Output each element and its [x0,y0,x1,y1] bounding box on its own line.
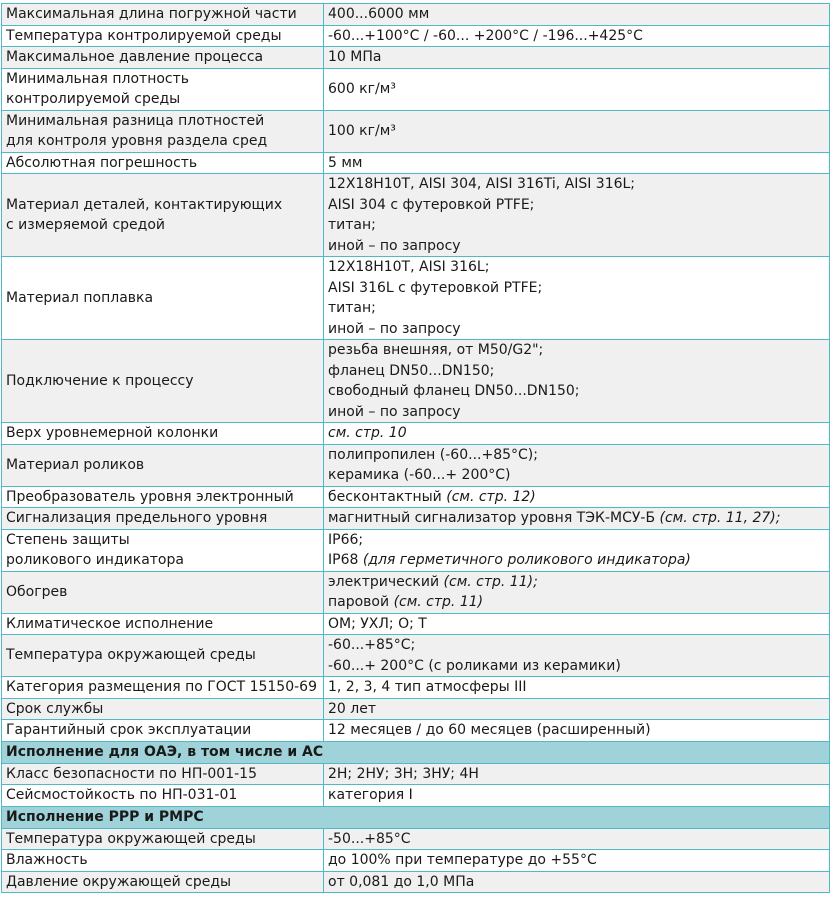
parameter-name-cell [2,763,324,785]
parameter-name: контролируемой среды [6,91,181,107]
parameter-name-cell [2,871,324,893]
parameter-value-line [328,508,825,529]
parameter-name: Давление окружающей среды [6,873,232,890]
parameter-value: -60...+ 200°C (с роликами из керамики) [328,657,621,674]
parameter-name: Минимальная плотность [6,70,190,87]
parameter-value-line [328,764,825,785]
parameter-name-cell [2,444,324,486]
parameter-value: 12Х18Н10Т, AISI 316L; [328,259,490,275]
spec-row [2,850,830,872]
parameter-value: иной – по запросу [328,320,461,337]
parameter-name: Гарантийный срок эксплуатации [6,722,252,738]
spec-row [2,486,830,508]
parameter-value: 5 мм [328,154,363,171]
parameter-name-cell [2,613,324,635]
parameter-name-cell [2,720,324,742]
parameter-name: роликового индикатора [6,552,184,568]
parameter-value: категория I [328,787,413,803]
parameter-value-line [328,257,825,278]
parameter-value-line [328,381,825,402]
parameter-value: 20 лет [328,700,376,717]
parameter-name: Температура окружающей среды [6,647,256,664]
parameter-value-cell [324,785,830,807]
parameter-name: Срок службы [6,700,104,717]
parameter-value-line [328,785,825,806]
spec-row [2,677,830,699]
parameter-name-cell [2,47,324,69]
parameter-value-cell [324,828,830,850]
parameter-value-line [328,236,825,257]
parameter-value: иной – по запросу [328,237,461,254]
parameter-value: иной – по запросу [328,403,461,420]
spec-row [2,257,830,340]
parameter-name: Климатическое исполнение [6,615,214,632]
parameter-name: Сейсмостойкость по НП-031-01 [6,787,238,803]
parameter-value: IP68 [328,552,363,568]
parameter-value: 600 кг/м³ [328,80,396,97]
parameter-value: от 0,081 до 1,0 МПа [328,873,475,890]
parameter-name-cell [2,698,324,720]
parameter-value-line [328,79,825,100]
parameter-value-line [328,26,825,47]
parameter-value: IP66; [328,531,364,548]
parameter-value-cell [324,571,830,613]
page-reference: см. стр. 10 [328,425,407,441]
parameter-value: -60...+100°C / -60... +200°C / -196...+425°C [328,27,643,44]
parameter-name-cell [2,423,324,445]
parameter-value-line [328,47,825,68]
parameter-name: для контроля уровня раздела сред [6,133,268,149]
spec-row [2,785,830,807]
section-header-row [2,806,830,828]
parameter-value-line [328,340,825,361]
spec-row [2,68,830,110]
parameter-value: до 100% при температуре до +55°C [328,852,597,868]
parameter-value-line [328,445,825,466]
parameter-name-cell [2,68,324,110]
parameter-value-line [328,298,825,319]
parameter-value: фланец DN50...DN150; [328,362,495,379]
parameter-name-cell [2,508,324,530]
parameter-name: Материал поплавка [6,289,154,306]
parameter-name-cell [2,571,324,613]
spec-row [2,698,830,720]
parameter-value-line [328,550,825,571]
parameter-value: 12Х18Н10Т, AISI 304, AISI 316Ti, AISI 316L; [328,176,636,192]
parameter-value: паровой [328,594,394,610]
parameter-value-line [328,402,825,423]
parameter-name: Подключение к процессу [6,372,194,389]
parameter-name-cell [2,174,324,257]
parameter-value-cell [324,871,830,893]
parameter-value: 12 месяцев / до 60 месяцев (расширенный) [328,722,651,738]
parameter-name-cell [2,785,324,807]
parameter-value: AISI 316L с футеровкой PTFE; [328,279,543,296]
parameter-value: 1, 2, 3, 4 тип атмосферы III [328,679,527,695]
spec-row [2,763,830,785]
spec-row [2,508,830,530]
parameter-name: Температура контролируемой среды [6,27,282,44]
parameter-value-cell [324,763,830,785]
parameter-value-cell [324,423,830,445]
parameter-value-line [328,572,825,593]
parameter-value-cell [324,68,830,110]
parameter-value-cell [324,850,830,872]
parameter-name: Преобразователь уровня электронный [6,488,294,505]
section-title: Исполнение для ОАЭ, в том числе и АС [2,741,830,763]
parameter-value-line [328,829,825,850]
parameter-value: -50...+85°C [328,830,411,847]
spec-row [2,444,830,486]
parameter-name: Температура окружающей среды [6,830,256,847]
parameter-value: магнитный сигнализатор уровня ТЭК-МСУ-Б [328,510,660,526]
parameter-value-cell [324,47,830,69]
spec-row [2,635,830,677]
page-reference: (см. стр. 11, 27); [659,510,781,526]
spec-row [2,152,830,174]
parameter-name: Верх уровнемерной колонки [6,425,219,441]
spec-row [2,340,830,423]
spec-row [2,828,830,850]
parameter-value: 10 МПа [328,49,382,65]
page-reference: (см. стр. 12) [446,488,536,505]
parameter-value-line [328,278,825,299]
specifications-body [2,4,830,893]
parameter-value-cell [324,698,830,720]
parameter-name-cell [2,635,324,677]
parameter-value-line [328,215,825,236]
spec-row [2,47,830,69]
parameter-value-cell [324,4,830,26]
parameter-value-line [328,121,825,142]
parameter-value: 2Н; 2НУ; 3Н; 3НУ; 4Н [328,765,479,782]
parameter-value-cell [324,529,830,571]
parameter-value-line [328,530,825,551]
parameter-value-line [328,195,825,216]
spec-row [2,529,830,571]
parameter-value-line [328,592,825,613]
parameter-name-cell [2,529,324,571]
parameter-value-line [328,361,825,382]
parameter-value: полипропилен (-60...+85°C); [328,446,538,463]
parameter-name-cell [2,25,324,47]
parameter-value-cell [324,257,830,340]
spec-row [2,110,830,152]
parameter-name: Минимальная разница плотностей [6,112,265,129]
parameter-name-cell [2,486,324,508]
parameter-value: 400...6000 мм [328,6,430,22]
parameter-name-cell [2,152,324,174]
parameter-value-line [328,872,825,893]
parameter-value-line [328,850,825,871]
parameter-value: электрический [328,573,444,590]
parameter-value-line [328,4,825,25]
spec-row [2,4,830,26]
parameter-value: титан; [328,300,376,316]
spec-row [2,423,830,445]
spec-row [2,871,830,893]
parameter-name-cell [2,677,324,699]
parameter-value-cell [324,508,830,530]
parameter-value-line [328,677,825,698]
parameter-value-line [328,699,825,720]
parameter-name: Материал деталей, контактирующих [6,196,283,213]
parameter-value-line [328,319,825,340]
parameter-value: -60...+85°C; [328,637,416,653]
parameter-name: Абсолютная погрешность [6,154,198,171]
spec-row [2,613,830,635]
parameter-value: ОМ; УХЛ; О; Т [328,615,427,632]
parameter-value-line [328,656,825,677]
parameter-value: бесконтактный [328,488,447,505]
section-title: Исполнение PPP и PMPC [2,806,830,828]
parameter-value: свободный фланец DN50...DN150; [328,383,580,399]
parameter-value-cell [324,677,830,699]
parameter-name-cell [2,828,324,850]
parameter-value-line [328,487,825,508]
parameter-value: резьба внешняя, от М50/G2"; [328,342,544,358]
parameter-name: Максимальное давление процесса [6,49,264,65]
parameter-name: Сигнализация предельного уровня [6,510,268,526]
parameter-value-line [328,423,825,444]
parameter-name: Материал роликов [6,456,145,473]
page-reference: (см. стр. 11) [393,594,484,610]
parameter-name: Категория размещения по ГОСТ 15150-69 [6,679,317,695]
parameter-value-cell [324,720,830,742]
parameter-value: AISI 304 с футеровкой PTFE; [328,196,535,213]
section-header-row [2,741,830,763]
parameter-name-cell [2,257,324,340]
parameter-name: Класс безопасности по НП-001-15 [6,765,257,782]
parameter-name: Влажность [6,852,88,868]
parameter-name: с измеряемой средой [6,217,166,233]
parameter-value-cell [324,152,830,174]
parameter-value-cell [324,174,830,257]
spec-row [2,25,830,47]
parameter-name: Степень защиты [6,531,130,548]
parameter-value-cell [324,110,830,152]
page-reference: (см. стр. 11); [443,573,538,590]
parameter-value-line [328,174,825,195]
parameter-value-line [328,614,825,635]
parameter-value: титан; [328,217,376,233]
parameter-name-cell [2,850,324,872]
spec-row [2,571,830,613]
parameter-value: 100 кг/м³ [328,122,396,139]
parameter-value-line [328,635,825,656]
parameter-name-cell [2,340,324,423]
spec-row [2,720,830,742]
parameter-value-cell [324,486,830,508]
parameter-name: Максимальная длина погружной части [6,6,297,22]
parameter-value-cell [324,25,830,47]
parameter-value-cell [324,444,830,486]
page-reference: (для герметичного роликового индикатора) [362,552,691,568]
parameter-name: Обогрев [6,583,68,600]
parameter-name-cell [2,110,324,152]
parameter-value-line [328,465,825,486]
parameter-value: керамика (-60...+ 200°C) [328,467,511,483]
parameter-value-cell [324,635,830,677]
spec-row [2,174,830,257]
parameter-value-line [328,720,825,741]
parameter-value-cell [324,613,830,635]
parameter-value-line [328,153,825,174]
parameter-name-cell [2,4,324,26]
parameter-value-cell [324,340,830,423]
specifications-table [1,3,830,893]
